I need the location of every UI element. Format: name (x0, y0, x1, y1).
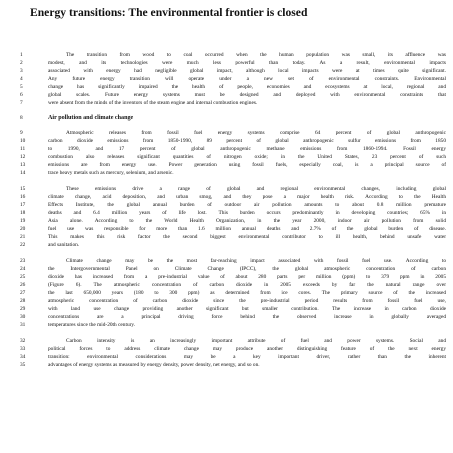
text-line: the last 650,000 years (180 to 300 ppm) as determined from ice cores. The primary source of the increased (48, 290, 446, 296)
line-number: 9 (20, 130, 23, 136)
text-line: Climate change may be the most far-reaching impact associated with fossil fuel use. According to (66, 258, 446, 264)
text-line: and sanitation. (48, 242, 80, 248)
line-number: 5 (20, 84, 23, 90)
line-number: 14 (20, 170, 26, 176)
line-number: 7 (20, 100, 23, 106)
line-number: 29 (20, 306, 26, 312)
line-number: 13 (20, 162, 26, 168)
page-title: Energy transitions: The environmental frontier is closed (30, 6, 308, 19)
line-number: 16 (20, 194, 26, 200)
section-heading: Air pollution and climate change (48, 115, 134, 121)
text-line: climate change, acid deposition, and urban smog, and they pose a major health risk. According to the Health (48, 194, 446, 200)
line-number: 8 (20, 115, 23, 121)
text-line: the Intergovernmental Panel on Climate Change (IPCC), the global atmospheric concentration of carbon (48, 266, 446, 272)
line-number: 3 (20, 68, 23, 74)
text-line: Carbon intensity is an increasingly important attribute of fuel and power systems. Social and (66, 338, 446, 344)
line-number: 35 (20, 362, 26, 368)
line-number: 12 (20, 154, 26, 160)
line-number: 15 (20, 186, 26, 192)
line-number: 10 (20, 138, 26, 144)
text-line: carbon dioxide emissions from 1850-1990, 89 percent of global anthropogenic sulfur emissions from 1850 (48, 138, 446, 144)
line-number: 31 (20, 322, 26, 328)
text-line: trace heavy metals such as mercury, selenium, and arsenic. (48, 170, 174, 176)
text-line: These emissions drive a range of global and regional environmental changes, including global (66, 186, 446, 192)
line-number: 17 (20, 202, 26, 208)
text-line: Atmospheric releases from fossil fuel energy systems comprise 64 percent of global anthropogenic (66, 130, 446, 136)
line-number: 30 (20, 314, 26, 320)
text-line: associated with energy had negligible global impact, although local impacts were at times quite significant. (48, 68, 446, 74)
text-line: deaths and 6.4 million years of life lost. This burden occurs predominantly in developing countries; 65% in (48, 210, 446, 216)
text-line: fuel use was responsible for more than 1.6 million annual deaths and 2.7% of the global burden of disease. (48, 226, 446, 232)
line-number: 23 (20, 258, 26, 264)
text-line: combustion also releases significant quantities of nitrogen oxide; in the United States, 23 percent of such (48, 154, 446, 160)
line-number: 34 (20, 354, 26, 360)
text-line: This makes this risk factor the second biggest environmental contributor to ill health, behind unsafe water (48, 234, 446, 240)
text-line: atmospheric concentration of carbon dioxide since the pre-industrial period results from fossil fuel use, (48, 298, 446, 304)
line-number: 21 (20, 234, 26, 240)
text-line: Any future energy transition will operate under a new set of environmental constraints. Environmental (48, 76, 446, 82)
line-number: 11 (20, 146, 26, 152)
text-line: Effects Institute, the global annual burden of outdoor air pollution amounts to about 0.8 million premature (48, 202, 446, 208)
text-line: Asia alone. According to the World Health Organization, in the year 2000, indoor air pollution from solid (48, 218, 446, 224)
text-line: concentrations are a principal driving force behind the observed increase in globally averaged (48, 314, 446, 320)
line-number: 33 (20, 346, 26, 352)
text-line: emissions are from energy use. Power generation using fossil fuels, especially coal, is a principal source of (48, 162, 446, 168)
text-line: global scales. Future energy systems must be designed and deployed with environmental constraints that (48, 92, 446, 98)
text-line: political forces to address climate change may produce another distinguishing feature of the next energy (48, 346, 446, 352)
line-number: 19 (20, 218, 26, 224)
line-number: 25 (20, 274, 26, 280)
text-line: (Figure 6). The atmospheric concentration of carbon dioxide in 2005 exceeds by far the natural range over (48, 282, 446, 288)
text-line: The transition from wood to coal occurred when the human population was small, its affluence was (66, 52, 446, 58)
line-number: 2 (20, 60, 23, 66)
text-line: were absent from the minds of the inventors of the steam engine and internal combustion engines. (48, 100, 258, 106)
line-number: 20 (20, 226, 26, 232)
text-line: advantages of energy systems as measured by energy density, power density, net energy, and so on. (48, 362, 260, 368)
text-line: modest, and its technologies were much less powerful than today. As a result, environmental impacts (48, 60, 446, 66)
line-number: 28 (20, 298, 26, 304)
text-line: transition: environmental considerations may be a key important driver, rather than the inherent (48, 354, 446, 360)
text-line: change has significantly impaired the health of people, economies and ecosystems at local, regional and (48, 84, 446, 90)
line-number: 26 (20, 282, 26, 288)
line-number: 24 (20, 266, 26, 272)
text-line: dioxide has increased from a pre-industrial value of about 280 parts per million (ppm) to 379 ppm in 2005 (48, 274, 446, 280)
line-number: 27 (20, 290, 26, 296)
line-number: 18 (20, 210, 26, 216)
line-number: 1 (20, 52, 23, 58)
line-number: 4 (20, 76, 23, 82)
line-number: 6 (20, 92, 23, 98)
line-number: 22 (20, 242, 26, 248)
line-number: 32 (20, 338, 26, 344)
text-line: to 1990, and 17 percent of global anthropogenic methane emissions from 1860-1994. Fossil energy (48, 146, 446, 152)
text-line: with land use change providing another significant but smaller contribution. The increase in carbon dioxide (48, 306, 446, 312)
text-line: temperatures since the mid-20th century. (48, 322, 136, 328)
